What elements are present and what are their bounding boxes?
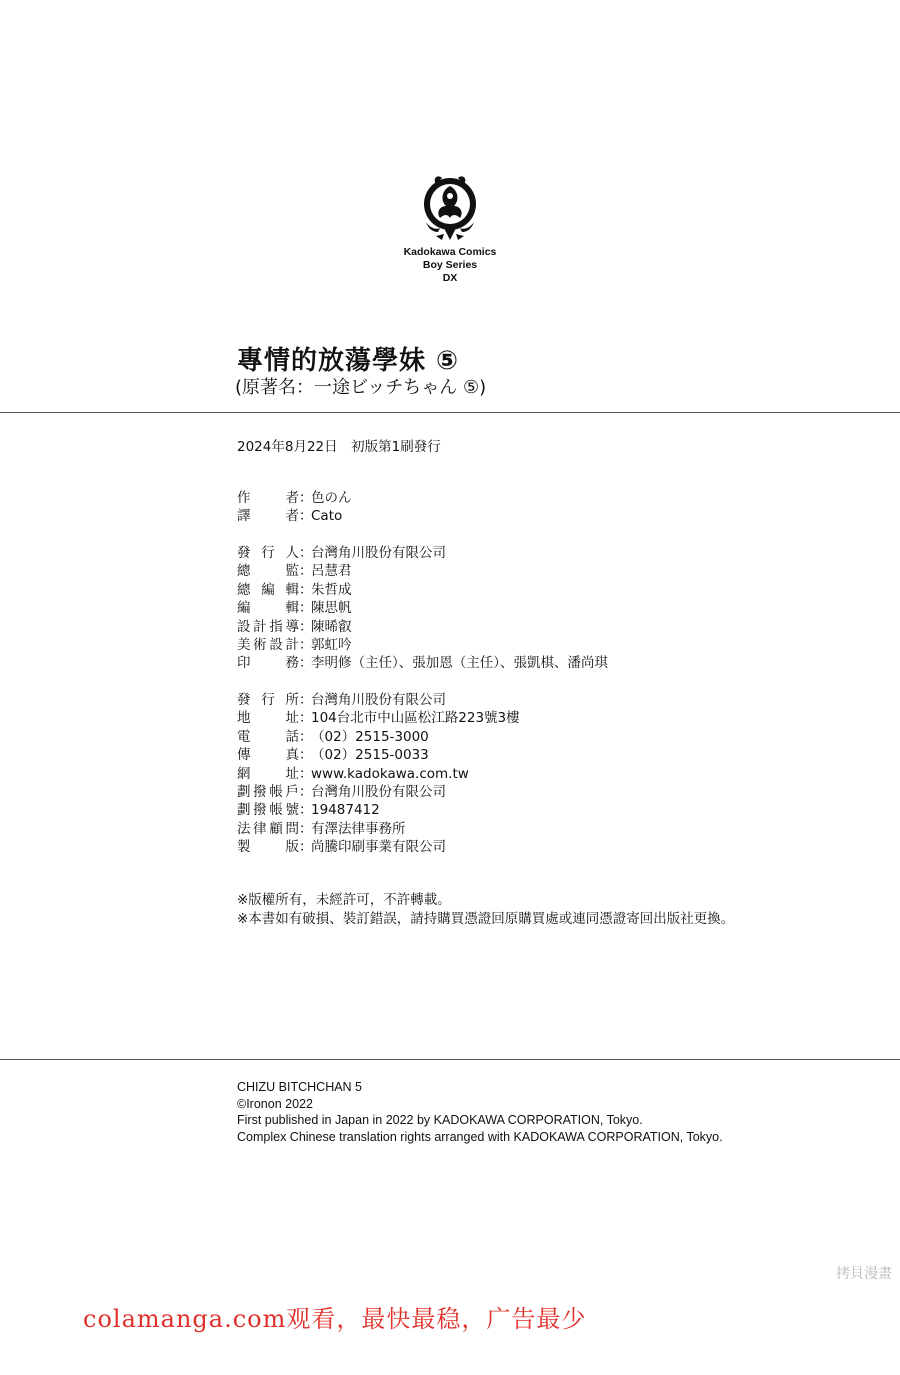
logo-line-1: Kadokawa Comics xyxy=(403,246,497,258)
watermark-banner: colamanga.com观看，最快最稳，广告最少 xyxy=(83,1305,587,1333)
credit-label: 法律顧問 xyxy=(237,820,299,837)
credit-row: 劃撥帳號 ： 19487412 xyxy=(237,802,380,819)
watermark-small: 拷貝漫畫 xyxy=(836,1266,892,1282)
credit-row: 電話 ： （02）2515-3000 xyxy=(237,728,429,745)
credit-label: 電話 xyxy=(237,728,299,745)
credit-row: 總編輯 ： 朱哲成 xyxy=(237,581,352,598)
rights-line: First published in Japan in 2022 by KADOKAWA CORPORATION, Tokyo. xyxy=(237,1113,643,1127)
credit-label: 劃撥帳號 xyxy=(237,802,299,819)
credit-label: 總監 xyxy=(237,563,299,580)
publisher-logo xyxy=(400,170,500,285)
credit-row: 法律顧問 ： 有澤法律事務所 xyxy=(237,820,406,837)
credit-row: 作者 ： 色のん xyxy=(237,490,352,506)
credit-value: 台灣角川股份有限公司 xyxy=(311,692,446,708)
credit-row: 地址 ： 104台北市中山區松江路223號3樓 xyxy=(237,710,520,727)
credit-value: 朱哲成 xyxy=(311,581,352,598)
credit-row: 編輯 ： 陳思帆 xyxy=(237,600,352,617)
credit-value: 李明修（主任）、張加恩（主任）、張凱棋、潘尚琪 xyxy=(311,655,608,672)
credit-label: 譯者 xyxy=(237,508,299,525)
notice-line: ※版權所有，未經許可，不許轉載。 xyxy=(237,892,451,908)
credit-label: 劃撥帳戶 xyxy=(237,784,299,801)
credit-label: 印務 xyxy=(237,655,299,672)
credit-row: 美術設計 ： 郭虹吟 xyxy=(237,637,352,654)
credit-row: 總監 ： 呂慧君 xyxy=(237,563,352,580)
phoenix-emblem-icon xyxy=(418,170,482,246)
credit-row: 發行所 ： 台灣角川股份有限公司 xyxy=(237,692,446,708)
credit-value: （02）2515-3000 xyxy=(311,728,429,745)
credit-row: 譯者 ： Cato xyxy=(237,508,343,525)
credit-label: 總編輯 xyxy=(237,581,299,598)
credit-label: 美術設計 xyxy=(237,637,299,654)
credit-value: 台灣角川股份有限公司 xyxy=(311,784,446,801)
credit-label: 傳真 xyxy=(237,747,299,764)
publication-date: 2024年8月22日 初版第1刷發行 xyxy=(237,439,441,455)
credit-value: 台灣角川股份有限公司 xyxy=(311,545,446,561)
copyright-notices xyxy=(237,891,734,929)
book-title: 專情的放蕩學妹 ⑤ xyxy=(237,346,460,376)
credit-label: 網址 xyxy=(237,765,299,782)
original-title: (原著名：一途ビッチちゃん ⑤) xyxy=(235,377,487,398)
credit-value: 陳晞叡 xyxy=(311,618,352,635)
credit-value: 郭虹吟 xyxy=(311,637,352,654)
credit-value: Cato xyxy=(311,508,343,525)
credit-row: 傳真 ： （02）2515-0033 xyxy=(237,747,429,764)
credit-label: 作者 xyxy=(237,490,299,506)
credit-label: 地址 xyxy=(237,710,299,727)
logo-line-2: Boy Series xyxy=(422,259,478,271)
divider-bottom xyxy=(0,1059,900,1060)
credit-row: 製版 ： 尚騰印刷事業有限公司 xyxy=(237,839,446,856)
credit-label: 編輯 xyxy=(237,600,299,617)
credit-value: 有澤法律事務所 xyxy=(311,820,406,837)
notice-line: ※本書如有破損、裝訂錯誤，請持購買憑證回原購買處或連同憑證寄回出版社更換。 xyxy=(237,911,735,927)
rights-statement xyxy=(237,1079,723,1145)
credits-editorial xyxy=(237,544,608,673)
logo-line-3: DX xyxy=(442,272,458,284)
credit-value: 104台北市中山區松江路223號3樓 xyxy=(311,710,520,727)
credits-author-translator xyxy=(237,489,352,526)
credit-value: （02）2515-0033 xyxy=(311,747,429,764)
rights-line: ©Ironon 2022 xyxy=(237,1096,313,1111)
credit-label: 發行所 xyxy=(237,692,299,708)
credit-value: 呂慧君 xyxy=(311,563,352,580)
divider-top xyxy=(0,412,900,413)
credit-row: 劃撥帳戶 ： 台灣角川股份有限公司 xyxy=(237,784,446,801)
credit-value: 色のん xyxy=(311,490,352,506)
credit-value: 尚騰印刷事業有限公司 xyxy=(311,839,446,856)
credit-value: 19487412 xyxy=(311,802,380,819)
credit-value: 陳思帆 xyxy=(311,600,352,617)
credit-row: 網址 ： www.kadokawa.com.tw xyxy=(237,765,469,782)
credit-row: 印務 ： 李明修（主任）、張加恩（主任）、張凱棋、潘尚琪 xyxy=(237,655,608,672)
credit-row: 設計指導 ： 陳晞叡 xyxy=(237,618,352,635)
credit-label: 設計指導 xyxy=(237,618,299,635)
credit-label: 製版 xyxy=(237,839,299,856)
website-url: www.kadokawa.com.tw xyxy=(311,765,469,782)
credits-publisher-info xyxy=(237,691,520,857)
rights-line: CHIZU BITCHCHAN 5 xyxy=(237,1080,363,1094)
credit-row: 發行人 ： 台灣角川股份有限公司 xyxy=(237,545,446,561)
rights-line: Complex Chinese translation rights arranged with KADOKAWA CORPORATION, Tokyo. xyxy=(237,1129,723,1144)
credit-label: 發行人 xyxy=(237,545,299,561)
